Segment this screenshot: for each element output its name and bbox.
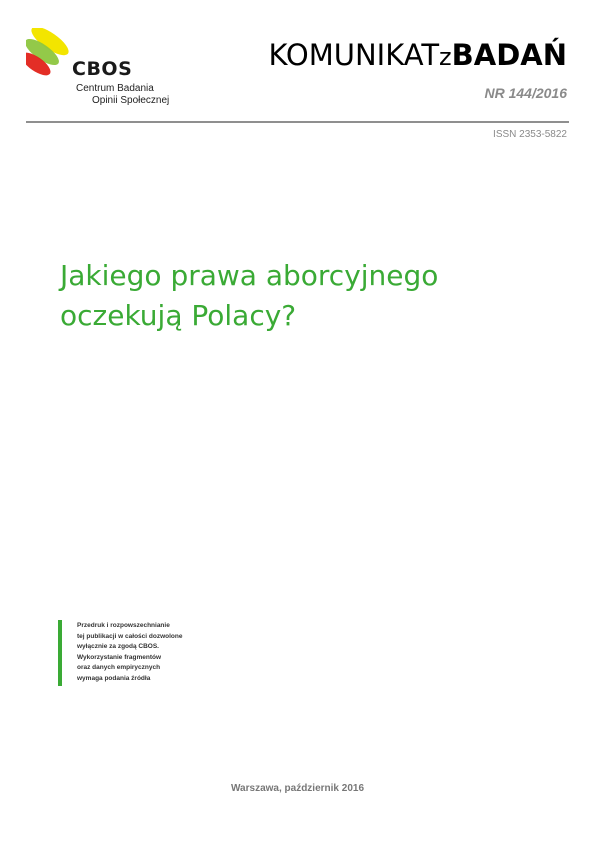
footer-place-date: Warszawa, październik 2016 [230,783,365,794]
issue-number: NR 144/2016 [484,85,567,101]
logo-subtitle-line2: Opinii Społecznej [92,95,170,106]
cbos-logo [26,28,176,108]
note-line: wyłącznie za zgodą CBOS. [77,643,159,650]
publication-title [268,38,567,72]
report-headline [60,256,540,336]
logo-text: CBOS [72,58,133,80]
note-line: oraz danych empirycznych [77,664,161,671]
note-line: Wykorzystanie fragmentów [77,653,162,661]
title-part-badan: BADAŃ [451,38,567,72]
title-part-komunikat: KOMUNIKAT [268,38,440,72]
issn: ISSN 2353-5822 [493,129,567,140]
headline-line: Jakiego prawa aborcyjnego [60,259,439,292]
note-line: wymaga podania źródła [77,674,151,682]
note-line: tej publikacji w całości dozwolone [77,632,183,640]
logo-subtitle-line1: Centrum Badania [76,83,154,94]
note-accent-bar [58,620,62,686]
header-divider [26,121,569,123]
note-line: Przedruk i rozpowszechnianie [77,622,170,629]
copyright-note [77,621,227,684]
title-part-z: z [439,43,452,71]
headline-line: oczekują Polacy? [60,299,297,332]
